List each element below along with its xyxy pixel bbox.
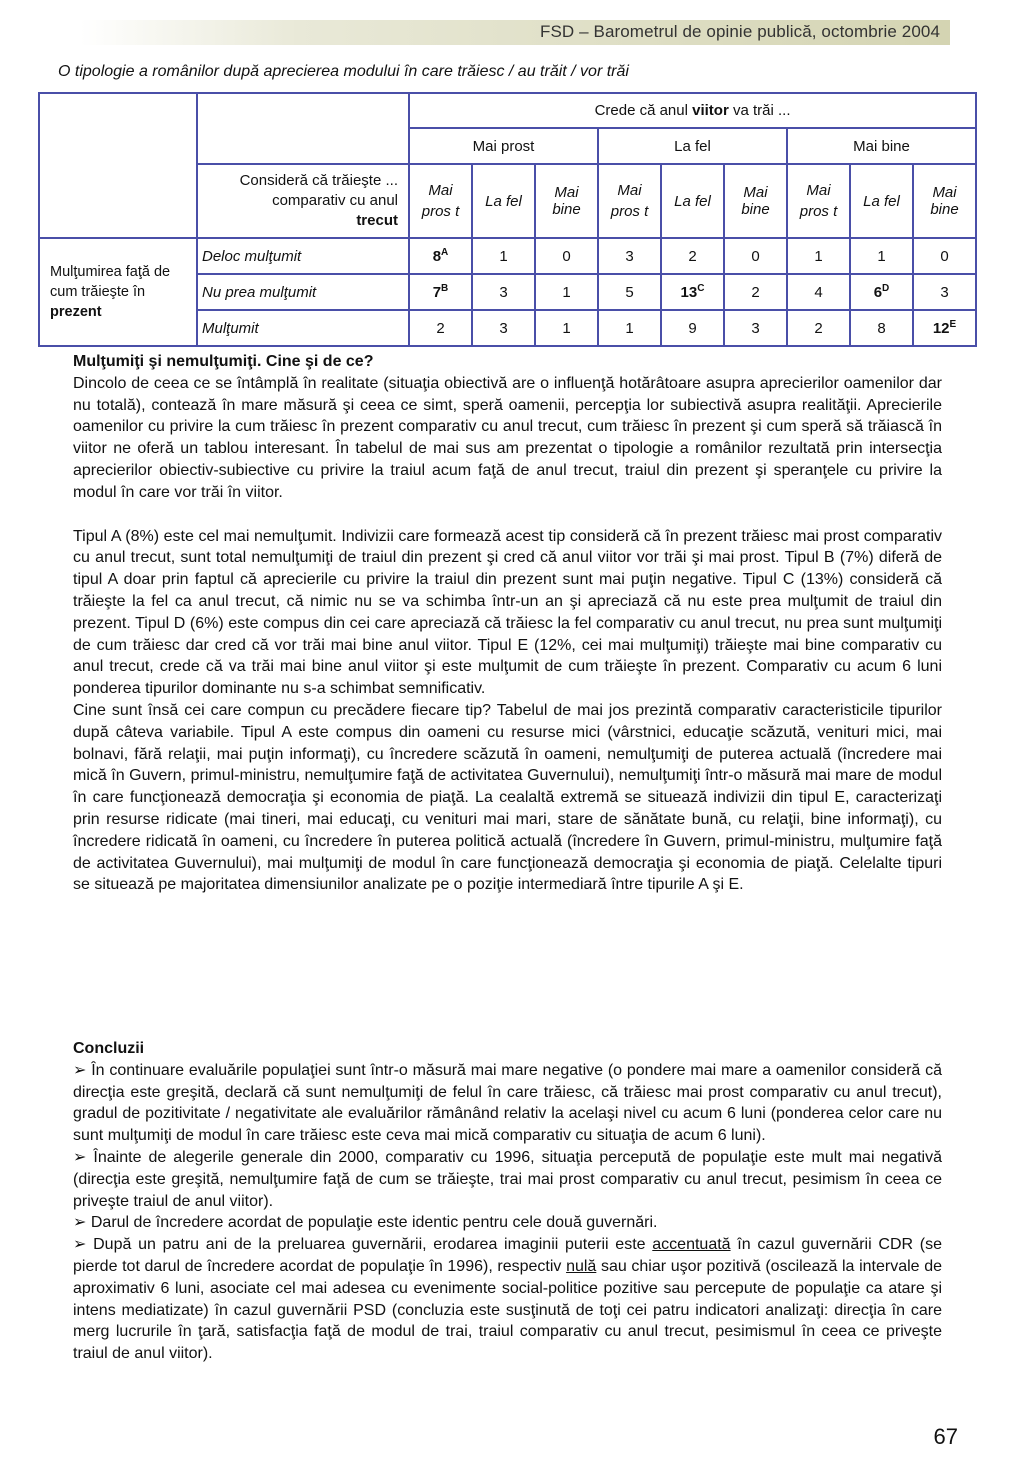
sub-header: Mai pros t [598, 164, 661, 238]
table-cell: 1 [850, 238, 913, 274]
bullet-item: ➢ Înainte de alegerile generale din 2000, comparativ cu 1996, situaţia percepută de populaţie este mult mai negativă (direcţia este greşită, nemulţumire faţă de cum se trăieşte, trai mai prost comparativ cu anul trecut, pesimism în ceea ce priveşte traiul de anul viitor). [73, 1147, 942, 1212]
table-cell: 0 [913, 238, 976, 274]
table-cell: 3 [472, 274, 535, 310]
table-cell: $7^B$ [409, 274, 472, 310]
paragraph: Dincolo de ceea ce se întâmplă în realitate (situaţia obiectivă are o influenţă hotărâtoare asupra aprecierilor oamenilor dar nu totală), contează în mare măsură şi ceea ce simt, speră oamenii, percepţia lor subiectivă asupra realităţii. Aprecierile oamenilor cu privire la cum trăiesc în prezent comparativ cu anul trecut, cum trăiesc în prezent şi cum speră să trăiască în viitor ne oferă un tablou interesant. În tabelul de mai sus am prezentat o tipologie a românilor rezultată prin intersecţia aprecierilor obiectiv-subiective cu privire la traiul acum faţă de anul trecut, traiul din prezent şi speranţele cu privire la modul în care vor trăi în viitor. [73, 374, 942, 501]
table-cell: 5 [598, 274, 661, 310]
table-cell: $6^D$ [850, 274, 913, 310]
table-cell: 1 [535, 274, 598, 310]
page-number: 67 [933, 1424, 958, 1449]
table-cell: 1 [598, 310, 661, 346]
sub-header: Mai bine [535, 164, 598, 238]
bullet-item: ➢ Darul de încredere acordat de populaţie este identic pentru cele două guvernări. [73, 1212, 942, 1234]
row-label: Deloc mulţumit [197, 238, 409, 274]
table-row [39, 238, 976, 274]
conclusions-heading: Concluzii [73, 1040, 145, 1057]
past-header: Consideră că trăieşte ... comparativ cu anul trecut [197, 164, 409, 238]
table-cell: $12^E$ [913, 310, 976, 346]
running-header: FSD – Barometrul de opinie publică, octombrie 2004 [540, 22, 940, 41]
sub-header: Mai pros t [409, 164, 472, 238]
section-analysis [73, 351, 942, 896]
empty-corner [197, 93, 409, 128]
sub-header: Mai pros t [787, 164, 850, 238]
table-cell: 2 [787, 310, 850, 346]
group-header-better: Mai bine [787, 128, 976, 164]
bullet-item: ➢ După un patru ani de la preluarea guvernării, erodarea imaginii puterii este accentuată în cazul guvernării CDR (se pierde tot darul de încredere acordat de populaţie în 1996), respectiv nulă sau chiar uşor pozitivă (oscilează la intervale de aproximativ 6 luni, asociate cel mai adesea cu evenimente social-politice pozitive sau percepute de populaţie ca atare şi intens mediatizate) în cazul guvernării PSD (concluzia este susţinută de toţi cei patru indicatori analizaţi: direcţia în care merg lucrurile în ţară, satisfacţia faţă de modul de trai, traiul comparativ cu anul trecut, pesimismul în ceea ce priveşte traiul de anul viitor). [73, 1234, 942, 1365]
sub-header: La fel [472, 164, 535, 238]
table-caption: O tipologie a românilor după aprecierea modului în care trăiesc / au trăit / vor trăi [58, 63, 629, 80]
table-cell: $8^A$ [409, 238, 472, 274]
bullet-item: ➢ În continuare evaluările populaţiei sunt într-o măsură mai mare negative (o pondere mai mare a oamenilor consideră că direcţia este greşită, declară că sunt nemulţumiţi de felul în care trăiesc, că trăiesc mai prost comparativ cu anul trecut), gradul de pozitivitate / negativitate ale evaluărilor rămânând relativ la acelaşi nivel cu acum 6 luni (ponderea celor care nu sunt mulţumiţi de modul în care trăiesc este ceva mai mică comparativ cu situaţia de acum 6 luni). [73, 1060, 942, 1147]
section-conclusions [73, 1038, 942, 1365]
table-cell: 8 [850, 310, 913, 346]
future-header: Crede că anul viitor va trăi ... [409, 93, 976, 128]
table-cell: 3 [724, 310, 787, 346]
table-cell: 2 [409, 310, 472, 346]
empty-corner [39, 93, 197, 128]
table-cell: 2 [661, 238, 724, 274]
group-header-worse: Mai prost [409, 128, 598, 164]
present-header: Mulţumirea faţă de cum trăieşte în prezent [39, 238, 197, 346]
typology-table [38, 92, 977, 347]
section-heading: Mulţumiţi şi nemulţumiţi. Cine şi de ce? [73, 353, 374, 370]
table-cell: 9 [661, 310, 724, 346]
table-cell: 4 [787, 274, 850, 310]
sub-header: Mai bine [913, 164, 976, 238]
paragraph: Tipul A (8%) este cel mai nemulţumit. Indivizii care formează acest tip consideră că în prezent trăiesc mai prost comparativ cu anul trecut, sunt total nemulţumiţi de traiul din prezent şi cred că anul viitor vor trăi şi mai prost. Tipul B (7%) diferă de tipul A doar prin faptul că aprecierile cu privire la traiul din prezent sunt mai puţin negative. Tipul C (13%) consideră că trăieşte la fel ca anul trecut, că nimic nu se va schimba într-un an şi apreciază că nu este prea mulţumit de traiul din prezent. Tipul D (6%) este compus din cei care apreciază că trăiesc la fel comparativ cu anul trecut, nu prea sunt mulţumiţi de cum trăiesc dar cred că vor trăi mai bine anul viitor. Tipul E (12%, cei mai mulţumiţi) trăieşte mai bine comparativ cu anul trecut, crede că va trăi mai bine anul viitor şi este mulţumit de cum trăieşte în prezent. Comparativ cu acum 6 luni ponderea tipurilor dominante nu s-a schimbat semnificativ. [73, 527, 942, 698]
table-cell: 1 [535, 310, 598, 346]
sub-header: La fel [661, 164, 724, 238]
row-label: Nu prea mulţumit [197, 274, 409, 310]
table-cell: 3 [472, 310, 535, 346]
table-cell: 1 [472, 238, 535, 274]
table-cell: 0 [535, 238, 598, 274]
sub-header: La fel [850, 164, 913, 238]
table-cell: 0 [724, 238, 787, 274]
row-label: Mulţumit [197, 310, 409, 346]
table-cell: 3 [598, 238, 661, 274]
table-cell: $13^C$ [661, 274, 724, 310]
table-cell: 3 [913, 274, 976, 310]
paragraph: Cine sunt însă cei care compun cu precădere fiecare tip? Tabelul de mai jos prezintă comparativ caracteristicile tipurilor după câteva variabile. Tipul A este compus din oameni cu resurse mici (vârstnici, educaţie scăzută, venituri mici, mai bolnavi, fără relaţii, mai puţin informaţi), cu încredere scăzută în oameni, nemulţumiţi de puterea actuală (încredere mai mică în Guvern, primul-ministru, nemulţumire faţă de activitatea Guvernului), nemulţumiţi într-o măsură mai mare de modul în care funcţionează democraţia şi economia de piaţă. La cealaltă extremă se situează indivizii din tipul E, caracterizaţi prin resurse ridicate (mai tineri, mai educaţi, cu venituri mai mari, stare de sănătate bună, cu relaţii, bine informaţi), cu încredere ridicată în oameni, cu încredere în puterea politică actuală (încredere în Guvern, primul-ministru, mulţumire faţă de activitatea Guvernului), mai mulţumiţi de modul în care funcţionează democraţia şi economia de piaţă. Celelalte tipuri se situează pe majoritatea dimensiunilor analizate pe o poziţie intermediară între tipurile A şi E. [73, 701, 942, 894]
group-header-same: La fel [598, 128, 787, 164]
table-cell: 2 [724, 274, 787, 310]
table-cell: 1 [787, 238, 850, 274]
sub-header: Mai bine [724, 164, 787, 238]
